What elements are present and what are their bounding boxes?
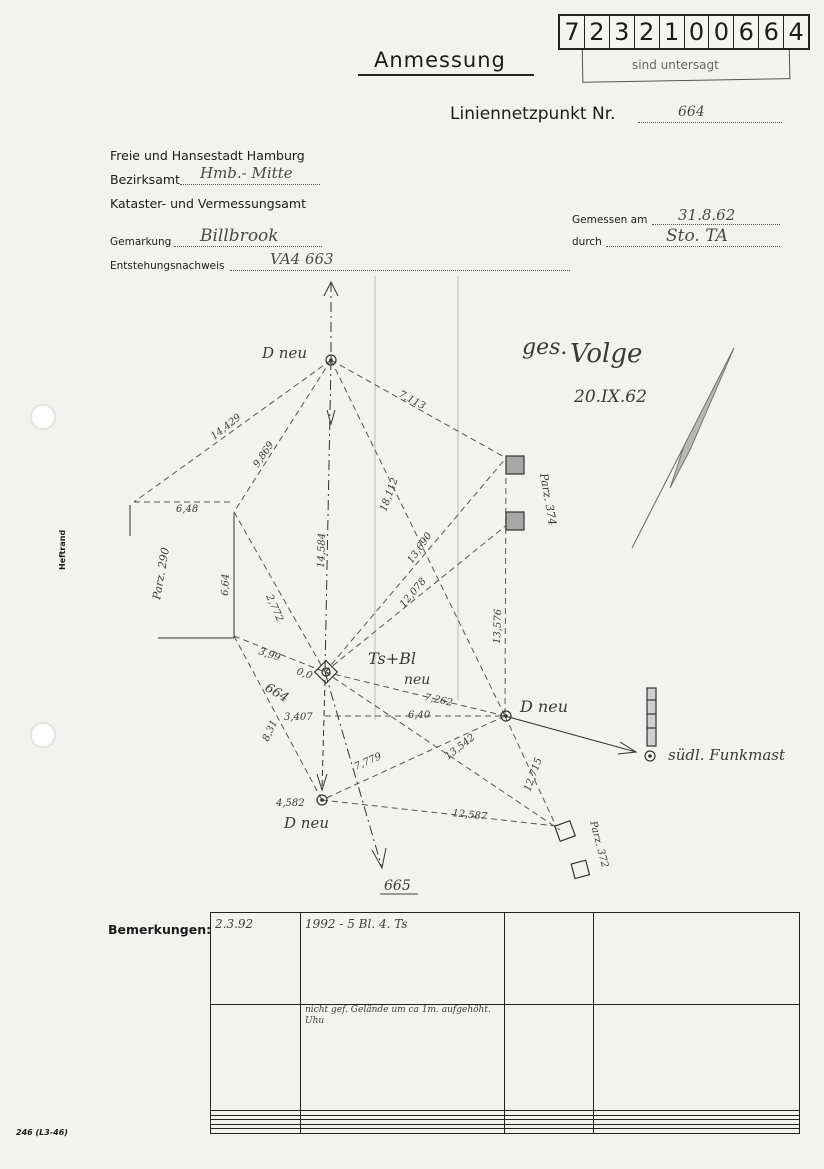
measure-648: 6,48: [176, 504, 199, 515]
durch-label: durch: [572, 236, 602, 248]
measure-line: [325, 458, 506, 672]
label-parcel-372: Parz. 372: [587, 819, 611, 869]
measure-7113: 7,113: [396, 388, 428, 413]
stamp-digit: 1: [660, 16, 685, 48]
building-marker: [506, 456, 524, 474]
signature-prefix: ges.: [522, 335, 568, 360]
label-ts-bl-neu: neu: [404, 672, 431, 688]
label-parcel-374: Parz. 374: [537, 472, 559, 527]
bezirksamt-value: Hmb.- Mitte: [200, 164, 293, 182]
radio-mast-symbol: [647, 688, 656, 746]
cell-text: 1992 - 5 Bl. 4. Ts: [305, 917, 408, 931]
measure-line: [505, 458, 506, 716]
signature-name: Volge: [570, 339, 643, 369]
office-line-1: Freie und Hansestadt Hamburg: [110, 148, 305, 163]
table-cell: [301, 913, 505, 1005]
table-cell: [505, 913, 594, 1005]
binding-margin-label: Heftrand: [58, 529, 67, 570]
stamp-digit: 6: [759, 16, 784, 48]
point-number-value: 664: [678, 104, 705, 120]
measure-640: 6,40: [408, 710, 431, 721]
table-cell: [211, 1005, 301, 1111]
page-title: Anmessung: [374, 48, 506, 72]
table-cell: [505, 1005, 594, 1111]
entstehung-value: VA4 663: [270, 250, 334, 268]
measure-line: [322, 716, 505, 800]
measure-831: 8,31: [260, 718, 281, 744]
gemessen-value: 31.8.62: [678, 206, 736, 224]
measure-13690: 13,690: [405, 530, 435, 566]
measure-line: [331, 360, 505, 716]
measure-12078: 12,078: [397, 576, 429, 610]
main-axis-line: [325, 360, 331, 672]
table-cell: [211, 913, 301, 1005]
gemarkung-value: Billbrook: [200, 226, 279, 246]
axis-line-down: [322, 680, 325, 790]
table-cell: [594, 913, 800, 1005]
stamp-digit: 2: [585, 16, 610, 48]
axis-arrow-bottom: [372, 848, 386, 868]
table-cell: [505, 1129, 594, 1134]
label-radio-mast: südl. Funkmast: [668, 746, 786, 764]
measure-14584: 14,584: [316, 532, 329, 569]
stamp-digit: 7: [560, 16, 585, 48]
measure-line: [134, 360, 331, 502]
stamp-digit: 6: [734, 16, 759, 48]
gemarkung-label: Gemarkung: [110, 236, 172, 248]
label-d-neu-top: D neu: [262, 344, 307, 362]
cell-text: 2.3.92: [215, 917, 254, 931]
table-row: [211, 913, 800, 1005]
measure-line: [234, 360, 331, 512]
label-d-neu-bottom: D neu: [284, 814, 329, 832]
building-marker: [506, 512, 524, 530]
north-arrow-head: [670, 348, 734, 488]
corner-marker: [555, 821, 576, 842]
measure-3407: 3,407: [284, 712, 313, 723]
stamp-digit: 0: [685, 16, 710, 48]
stamp-text: sind untersagt: [632, 58, 719, 72]
measure-14429: 14,429: [209, 412, 244, 443]
stamp-digit: 3: [610, 16, 635, 48]
measure-13542: 13,542: [443, 732, 478, 763]
measure-7779: 7,779: [352, 751, 384, 773]
measure-line: [234, 512, 325, 672]
table-row: [211, 1129, 800, 1134]
measure-9869: 9,869: [251, 439, 277, 470]
stamp-digit: 4: [788, 18, 804, 46]
table-cell: [594, 1005, 800, 1111]
table-cell: [301, 1129, 505, 1134]
gemessen-label: Gemessen am: [572, 214, 648, 226]
corner-marker: [571, 860, 589, 878]
measure-line: [322, 800, 556, 826]
office-line-3: Kataster- und Vermessungsamt: [110, 196, 306, 211]
measure-00: 0,0: [295, 666, 314, 682]
measure-664: 6,64: [220, 573, 232, 597]
axis-arrow-mid: [327, 410, 335, 424]
signature-date: 20.IX.62: [574, 387, 647, 407]
measure-12715: 12,715: [522, 756, 545, 794]
stamp-digit: 0: [709, 16, 734, 48]
point-label: Liniennetzpunkt Nr.: [450, 104, 616, 124]
cell-text: nicht gef. Gelände um ca 1m. aufgehöht. Uhu: [305, 1005, 491, 1027]
table-row: [211, 1005, 800, 1111]
measure-399: 3,99: [257, 646, 282, 664]
label-point-664: 664: [262, 680, 292, 706]
main-axis-line: [325, 672, 382, 868]
mast-arrow-line: [505, 716, 636, 752]
table-cell: [594, 1129, 800, 1134]
bezirksamt-label: Bezirksamt: [110, 172, 180, 187]
remarks-label: Bemerkungen:: [108, 922, 212, 937]
measure-7262: 7,262: [423, 692, 454, 709]
remarks-table: [210, 912, 800, 1134]
measure-12587: 12,587: [451, 808, 488, 823]
entstehung-label: Entstehungsnachweis: [110, 260, 225, 272]
durch-value: Sto. TA: [666, 226, 728, 246]
label-point-665: 665: [384, 878, 411, 894]
measure-4582: 4,582: [276, 798, 305, 809]
stamp-digit: 2: [635, 16, 660, 48]
label-ts-bl: Ts+Bl: [368, 649, 416, 668]
label-d-neu-right: D neu: [520, 697, 568, 716]
measure-18112: 18,112: [378, 476, 401, 514]
measure-13576: 13,576: [492, 608, 505, 645]
label-parcel-290: Parz. 290: [150, 546, 173, 601]
table-cell: [301, 1005, 505, 1111]
measure-2772: 2,772: [263, 592, 285, 624]
form-code: 246 (L3-46): [16, 1128, 68, 1137]
table-cell: [211, 1129, 301, 1134]
